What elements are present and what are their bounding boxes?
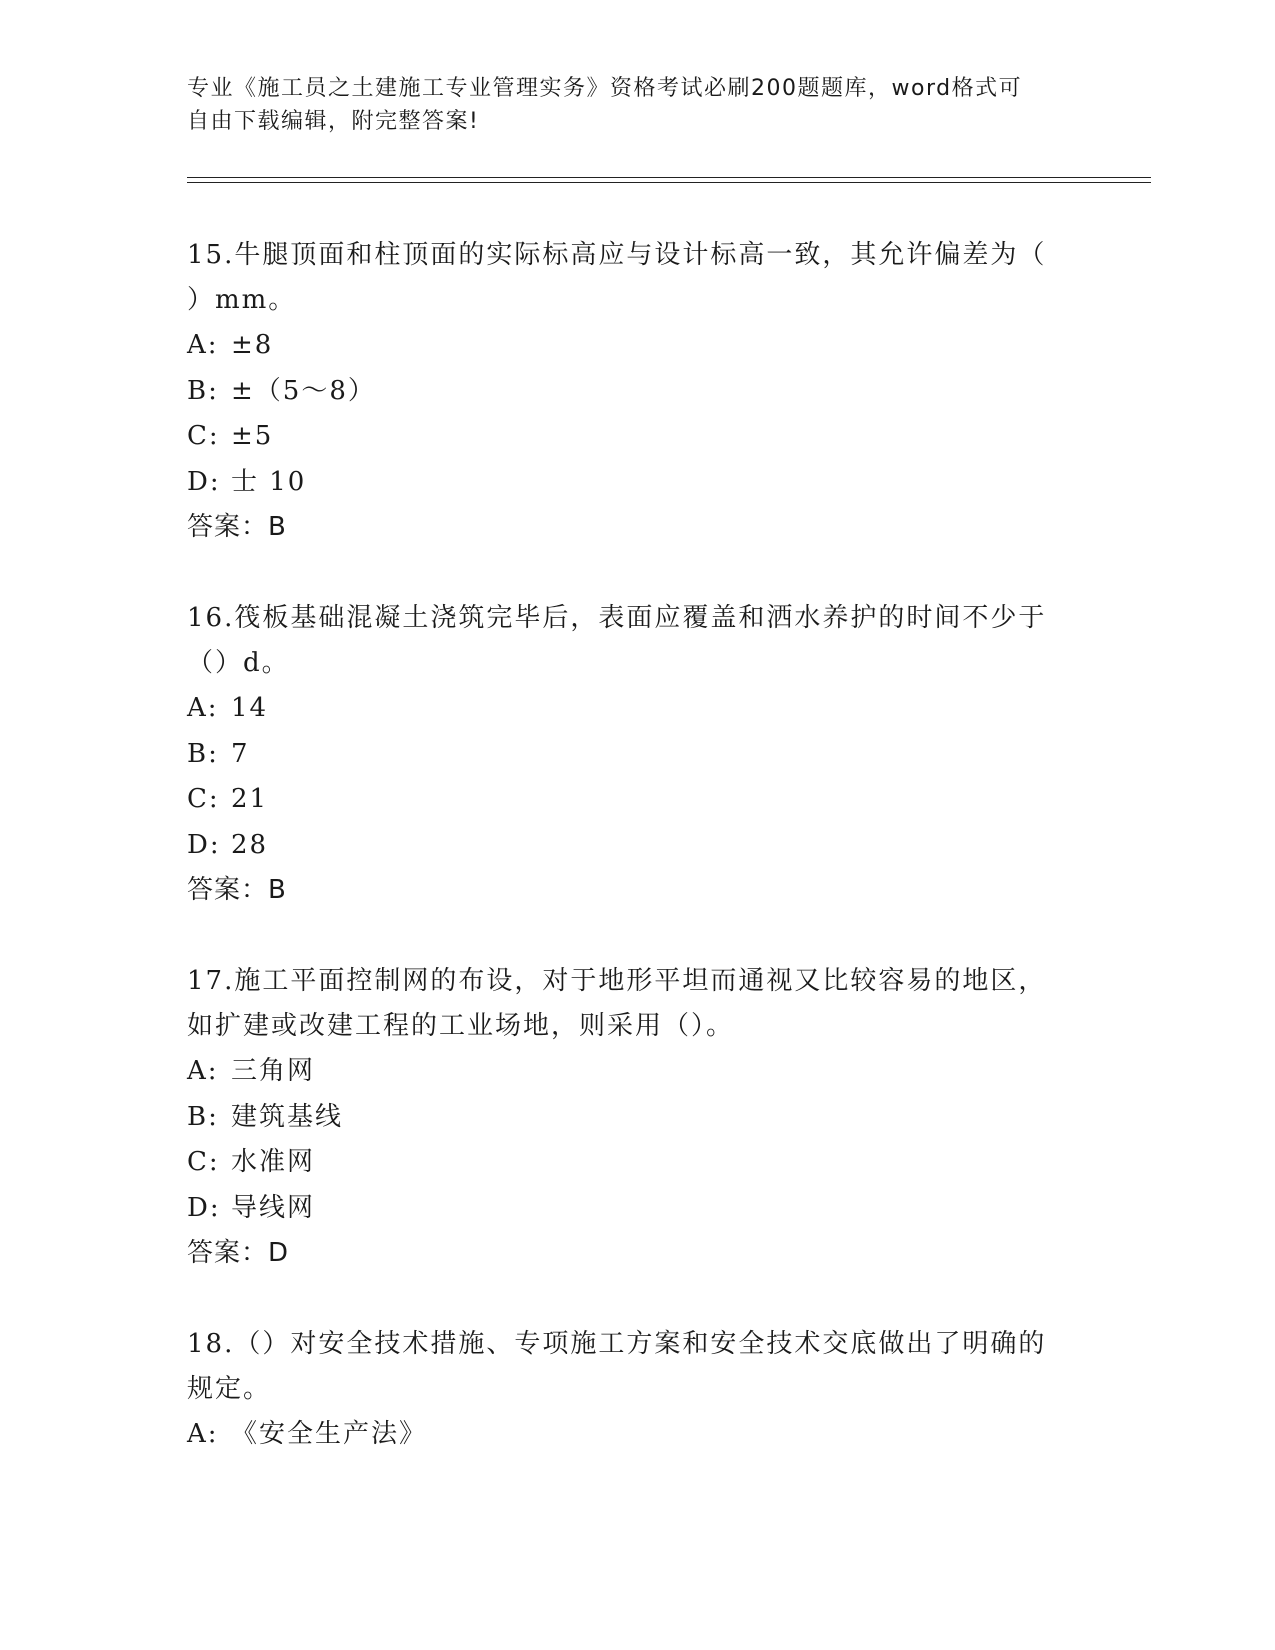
option-text: 导线网 [231,1192,316,1223]
option-text: 水准网 [231,1147,316,1177]
option-letter: A: [187,693,219,723]
option-b [187,369,1087,415]
option-d [187,1186,1087,1232]
option-text: 21 [231,784,269,814]
header-divider-top [187,177,1151,178]
question-17 [187,959,1087,1276]
option-c [187,414,1087,460]
option-d [187,460,1087,506]
header-divider-bottom [187,182,1151,183]
option-letter: A: [187,330,219,360]
answer-line: 答案：D [187,1238,290,1268]
question-stem-line-1: 17.施工平面控制网的布设，对于地形平坦而通视又比较容易的地区， [187,966,1047,996]
question-stem-line-1: 18.（）对安全技术措施、专项施工方案和安全技术交底做出了明确的 [187,1329,1047,1359]
option-c [187,777,1087,823]
option-text: 《安全生产法》 [231,1419,428,1449]
option-a [187,323,1087,369]
option-letter: B: [187,375,219,406]
question-15 [187,233,1087,550]
option-text: 7 [231,738,250,769]
option-letter: B: [187,738,219,769]
option-letter: A: [187,1419,219,1449]
header-line-1: 专业《施工员之土建施工专业管理实务》资格考试必刷200题题库，word格式可 [187,76,1023,101]
option-letter: D: [187,466,221,497]
option-text: 14 [231,693,269,723]
option-text: 三角网 [231,1056,316,1086]
option-text: ±（5～8） [231,375,376,406]
option-letter: C: [187,1147,220,1177]
option-letter: C: [187,784,220,814]
question-18 [187,1322,1087,1458]
question-stem-line-2: 如扩建或改建工程的工业场地，则采用（）。 [187,1011,735,1041]
question-stem-line-1: 16.筏板基础混凝土浇筑完毕后，表面应覆盖和洒水养护的时间不少于 [187,603,1047,633]
option-b [187,1095,1087,1141]
option-b [187,732,1087,778]
option-text: ±8 [231,330,274,360]
question-stem-line-2: 规定。 [187,1374,272,1404]
option-text: ±5 [231,421,274,451]
option-letter: B: [187,1101,219,1132]
question-16 [187,596,1087,913]
option-a [187,1049,1087,1095]
answer-line: 答案：B [187,875,287,905]
question-stem-line-2: （）d。 [187,648,290,678]
option-d [187,823,1087,869]
option-letter: A: [187,1056,219,1086]
question-stem-line-1: 15.牛腿顶面和柱顶面的实际标高应与设计标高一致，其允许偏差为（ [187,240,1047,270]
option-text: 28 [231,829,269,860]
question-stem-line-2: ）mm。 [187,285,297,315]
option-a [187,1412,1087,1458]
option-a [187,686,1087,732]
option-text: 士 10 [231,466,307,497]
option-c [187,1140,1087,1186]
option-letter: D: [187,1192,221,1223]
header-line-2: 自由下载编辑，附完整答案! [187,109,480,134]
option-letter: D: [187,829,221,860]
document-header [187,72,1087,138]
option-letter: C: [187,421,220,451]
answer-line: 答案：B [187,512,287,542]
option-text: 建筑基线 [231,1101,344,1132]
